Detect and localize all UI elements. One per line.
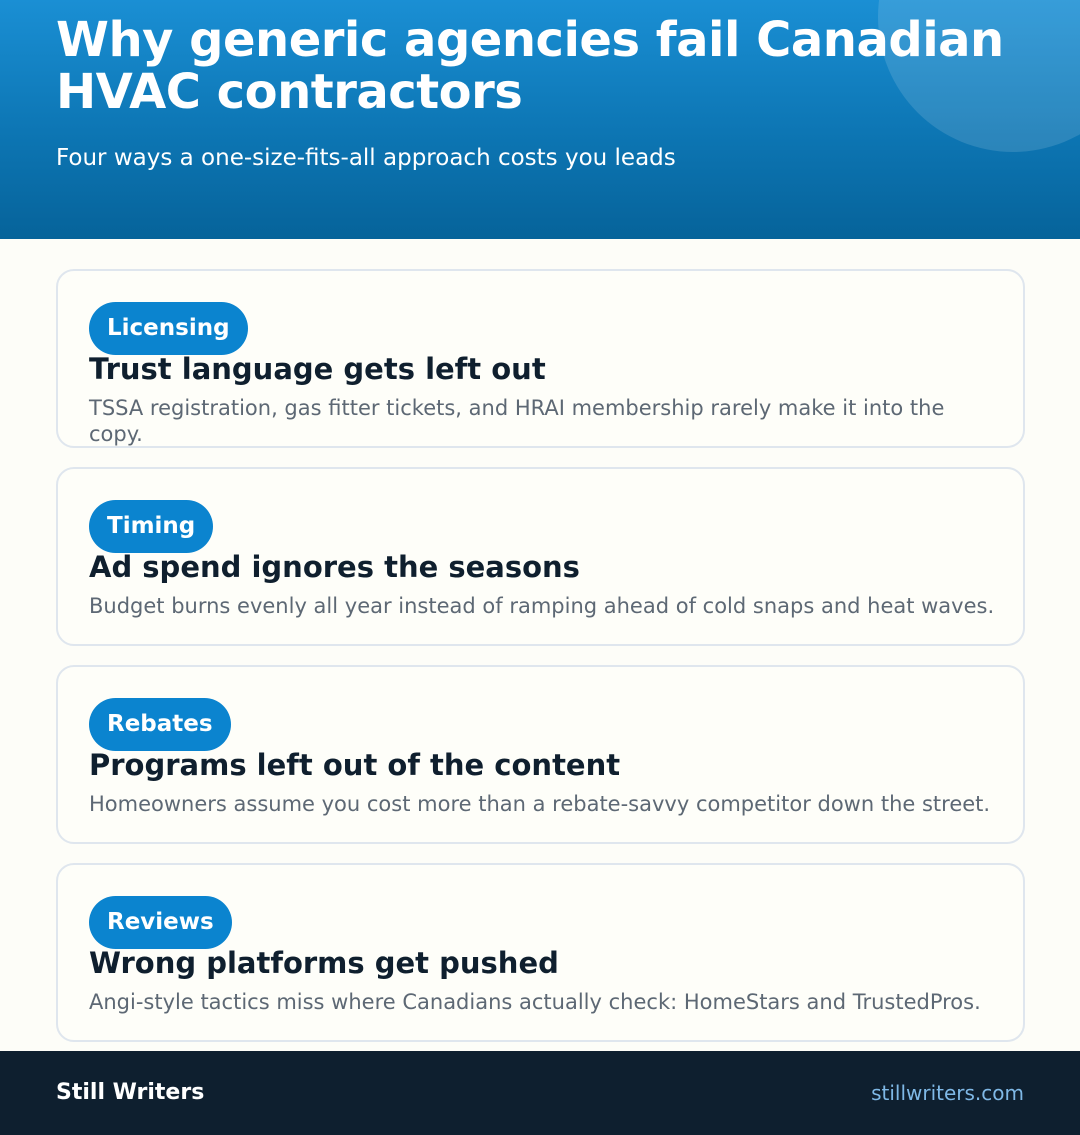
card-tag: Licensing xyxy=(89,302,248,355)
card-description: Budget burns evenly all year instead of ramping ahead of cold snaps and heat waves. xyxy=(89,594,995,618)
website-link[interactable]: stillwriters.com xyxy=(871,1081,1024,1105)
card-licensing xyxy=(56,269,1025,448)
card-description: Angi-style tactics miss where Canadians actually check: HomeStars and TrustedPros. xyxy=(89,990,981,1014)
card-rebates xyxy=(56,665,1025,844)
page-subtitle: Four ways a one-size-fits-all approach costs you leads xyxy=(56,145,676,171)
card-description: TSSA registration, gas fitter tickets, and HRAI membership rarely make it into the copy. xyxy=(89,396,945,446)
card-timing xyxy=(56,467,1025,646)
card-title: Trust language gets left out xyxy=(89,352,546,386)
card-reviews xyxy=(56,863,1025,1042)
card-description: Homeowners assume you cost more than a rebate-savvy competitor down the street. xyxy=(89,792,991,816)
card-title: Ad spend ignores the seasons xyxy=(89,550,580,584)
brand-name: Still Writers xyxy=(56,1080,205,1105)
card-title: Wrong platforms get pushed xyxy=(89,946,559,980)
card-tag: Reviews xyxy=(89,896,232,949)
page-title: Why generic agencies fail Canadian HVAC contractors xyxy=(56,12,1004,120)
card-tag: Rebates xyxy=(89,698,231,751)
card-title: Programs left out of the content xyxy=(89,748,621,782)
header-banner xyxy=(0,0,1080,239)
card-tag: Timing xyxy=(89,500,213,553)
footer xyxy=(0,1051,1080,1135)
